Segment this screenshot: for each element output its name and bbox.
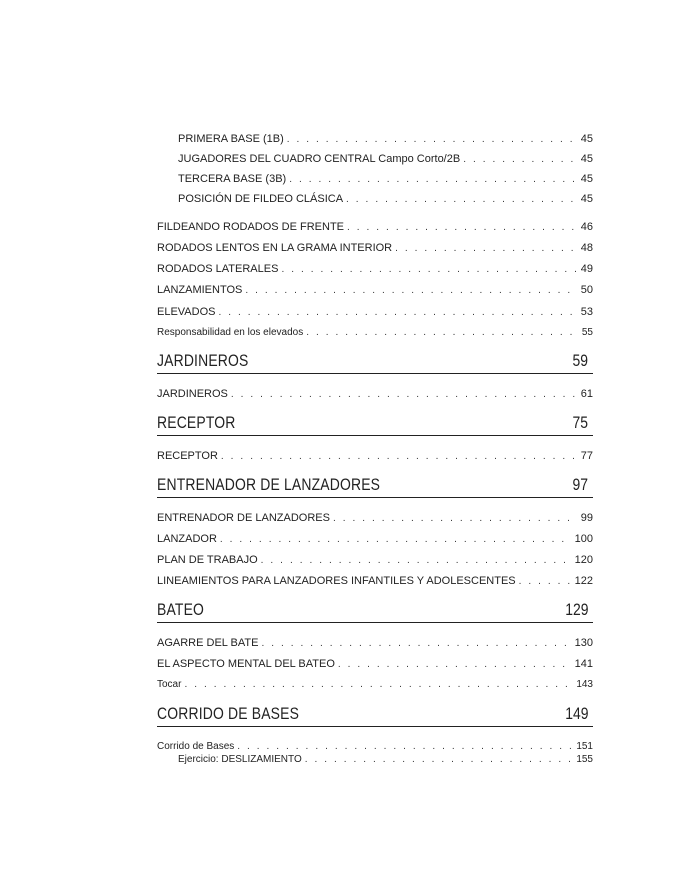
section-title: RECEPTOR [157,413,236,432]
dot-leader [289,173,577,187]
entry-page-number: 61 [580,388,593,400]
section-heading [157,701,593,727]
section-title: ENTRENADOR DE LANZADORES [157,475,381,494]
toc-entry [157,553,593,568]
entry-title: ENTRENADOR DE LANZADORES [157,512,330,524]
entry-title: LINEAMIENTOS PARA LANZADORES INFANTILES Y ADOLESCENTES [157,575,516,587]
entry-page-number: 100 [574,533,593,545]
section-heading [157,348,593,374]
entry-title: EL ASPECTO MENTAL DEL BATEO [157,658,335,670]
entry-title: RECEPTOR [157,450,218,462]
entry-page-number: 48 [580,242,593,254]
entry-title: FILDEANDO RODADOS DE FRENTE [157,221,345,233]
entry-title: PLAN DE TRABAJO [157,554,258,566]
dot-leader [347,221,577,235]
entry-title: JUGADORES DEL CUADRO CENTRAL Campo Corto/2B [178,153,461,165]
entry-title: ELEVADOS [157,306,216,318]
entry-title: AGARRE DEL BATE [157,637,259,649]
section-page-number: 129 [564,600,589,619]
dot-leader [346,193,577,207]
entry-title: POSICIÓN DE FILDEO CLÁSICA [178,193,344,205]
entry-title: TERCERA BASE (3B) [178,173,287,185]
dot-leader [305,753,573,767]
section-page-number: 149 [564,704,589,723]
entry-page-number: 141 [574,658,593,670]
dot-leader [519,575,571,589]
toc-entry [157,636,593,651]
entry-page-number: 151 [576,741,593,752]
section-heading [157,410,593,436]
entry-title: Tocar [157,679,182,690]
entry-title: LANZAMIENTOS [157,284,243,296]
toc-entry [157,657,593,672]
dot-leader [333,512,577,526]
dot-leader [261,637,570,651]
toc-entry [157,262,593,277]
dot-leader [306,326,578,340]
toc-entry [157,678,593,692]
toc-entry [157,387,593,402]
toc-entry [157,241,593,256]
dot-leader [261,554,571,568]
entry-page-number: 155 [576,754,593,765]
toc-entry [178,132,593,147]
toc-entry [157,283,593,298]
entry-page-number: 45 [580,153,593,165]
dot-leader [184,678,572,692]
entry-title: PRIMERA BASE (1B) [178,133,284,145]
toc-entry [157,326,593,340]
entry-page-number: 53 [580,306,593,318]
toc-entry [157,532,593,547]
entry-page-number: 49 [580,263,593,275]
toc-entry [157,220,593,235]
entry-title: LANZADOR [157,533,217,545]
dot-leader [237,740,572,754]
entry-page-number: 99 [580,512,593,524]
toc-entry [178,152,593,167]
toc-entry [157,449,593,464]
dot-leader [338,658,571,672]
entry-title: RODADOS LATERALES [157,263,279,275]
dot-leader [463,153,577,167]
section-title: JARDINEROS [157,351,249,370]
dot-leader [287,133,577,147]
section-heading [157,597,593,623]
dot-leader [245,284,576,298]
entry-page-number: 55 [581,327,593,338]
entry-title: JARDINEROS [157,388,228,400]
dot-leader [281,263,576,277]
section-title: CORRIDO DE BASES [157,704,300,723]
entry-title: Ejercicio: DESLIZAMIENTO [178,754,302,765]
entry-page-number: 130 [574,637,593,649]
section-page-number: 97 [572,475,589,494]
toc-entry [157,740,593,754]
entry-title: Corrido de Bases [157,741,235,752]
dot-leader [395,242,577,256]
entry-page-number: 45 [580,173,593,185]
entry-page-number: 143 [576,679,593,690]
entry-page-number: 50 [580,284,593,296]
entry-page-number: 77 [580,450,593,462]
entry-title: Responsabilidad en los elevados [157,327,304,338]
entry-page-number: 122 [574,575,593,587]
toc-entry [157,511,593,526]
toc-entry [178,172,593,187]
dot-leader [231,388,577,402]
toc-entry [178,753,593,767]
section-heading [157,472,593,498]
entry-page-number: 45 [580,133,593,145]
section-title: BATEO [157,600,205,619]
toc-entry [157,574,593,589]
entry-page-number: 46 [580,221,593,233]
entry-page-number: 45 [580,193,593,205]
entry-page-number: 120 [574,554,593,566]
dot-leader [221,450,577,464]
dot-leader [219,306,577,320]
dot-leader [220,533,571,547]
entry-title: RODADOS LENTOS EN LA GRAMA INTERIOR [157,242,393,254]
section-page-number: 75 [572,413,589,432]
section-page-number: 59 [572,351,589,370]
toc-entry [178,192,593,207]
toc-entry [157,305,593,320]
